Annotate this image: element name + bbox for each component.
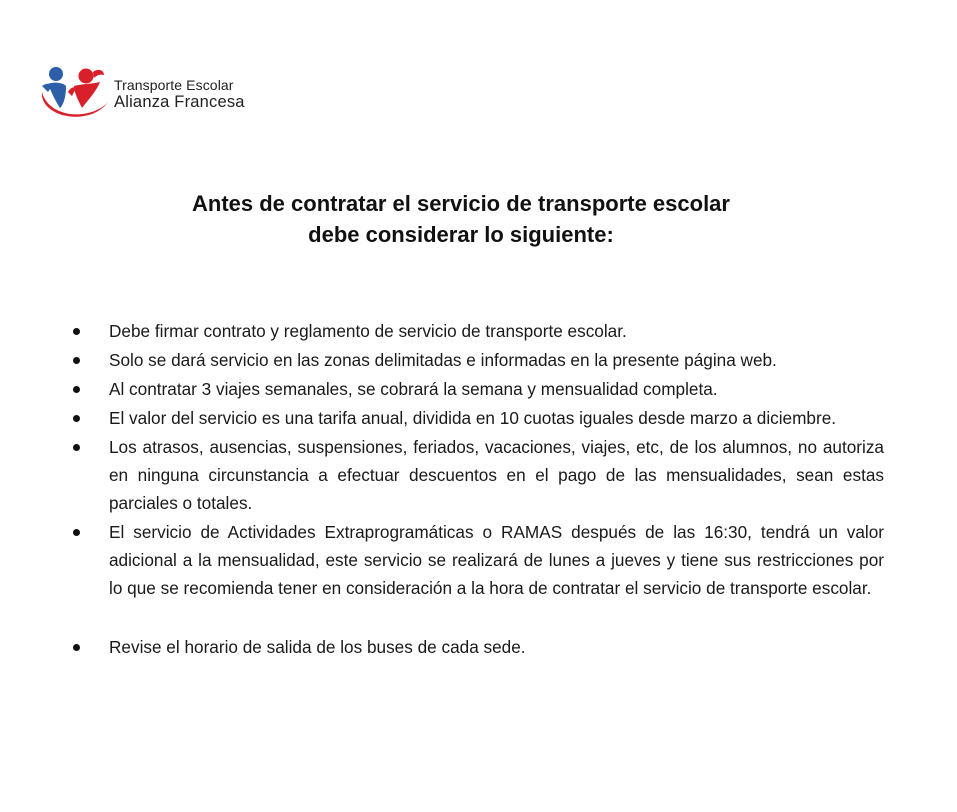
bullet-icon <box>73 415 80 422</box>
heading-line2: debe considerar lo siguiente: <box>308 222 614 247</box>
list-item-text: El valor del servicio es una tarifa anual, dividida en 10 cuotas iguales desde marzo a diciembre. <box>109 408 837 428</box>
list-item <box>64 404 884 432</box>
heading-line1: Antes de contratar el servicio de transporte escolar <box>192 191 730 216</box>
bullet-icon <box>73 328 80 335</box>
list-item <box>64 346 884 374</box>
page-heading <box>0 188 922 250</box>
bullet-icon <box>73 357 80 364</box>
list-item <box>64 433 884 517</box>
logo-title-line1: Transporte Escolar <box>114 77 234 93</box>
logo-emblem-icon <box>38 62 112 126</box>
list-item-text: Debe firmar contrato y reglamento de servicio de transporte escolar. <box>109 321 627 341</box>
bullet-icon <box>73 386 80 393</box>
requirements-list <box>64 317 884 662</box>
bullet-icon <box>73 529 80 536</box>
list-item-text: Revise el horario de salida de los buses de cada sede. <box>109 637 526 657</box>
logo-title-line2: Alianza Francesa <box>114 93 245 111</box>
list-item <box>64 633 884 661</box>
list-item-text: Solo se dará servicio en las zonas delimitadas e informadas en la presente página web. <box>109 350 777 370</box>
bullet-icon <box>73 444 80 451</box>
bullet-icon <box>73 644 80 651</box>
list-item <box>64 317 884 345</box>
list-item-text: Los atrasos, ausencias, suspensiones, feriados, vacaciones, viajes, etc, de los alumnos, no autoriza en ninguna circunstancia a efectuar descuentos en el pago de las mensualidades, sean estas parciales o totales. <box>109 437 884 513</box>
list-item <box>64 375 884 403</box>
list-item-text: Al contratar 3 viajes semanales, se cobrará la semana y mensualidad completa. <box>109 379 718 399</box>
company-logo <box>38 62 258 126</box>
list-item <box>64 518 884 602</box>
list-item-text: El servicio de Actividades Extraprogramáticas o RAMAS después de las 16:30, tendrá un valor adicional a la mensualidad, este servicio se realizará de lunes a jueves y tiene sus restricciones por lo que se recomienda tener en consideración a la hora de contratar el servicio de transporte escolar. <box>109 522 884 598</box>
